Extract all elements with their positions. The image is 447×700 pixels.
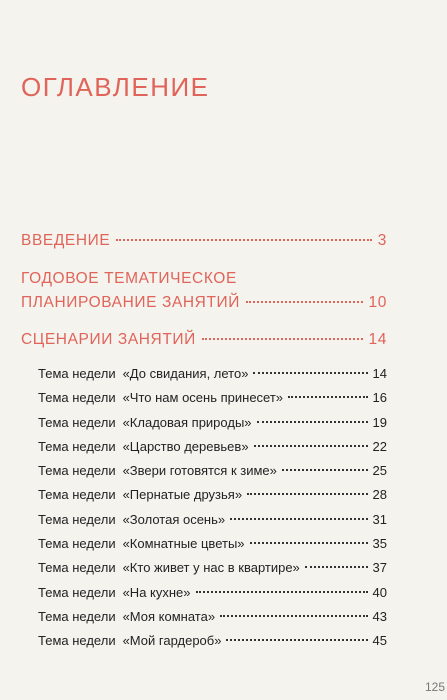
dot-leader	[257, 421, 368, 423]
toc-entry[interactable]	[38, 487, 387, 511]
toc-entry[interactable]	[38, 633, 387, 657]
dot-leader	[220, 615, 367, 617]
toc-entry[interactable]	[38, 390, 387, 414]
toc-title: ОГЛАВЛЕНИЕ	[21, 72, 210, 102]
entry-page: 35	[372, 536, 387, 552]
entry-prefix: Тема недели	[38, 584, 116, 600]
entry-page: 28	[372, 487, 387, 503]
entry-topic: «Золотая осень»	[122, 511, 226, 527]
section-label: ВВЕДЕНИЕ	[21, 232, 111, 249]
entry-topic: «Моя комната»	[122, 608, 216, 624]
entry-prefix: Тема недели	[38, 487, 116, 503]
dot-leader	[247, 493, 367, 495]
entry-prefix: Тема недели	[38, 536, 116, 552]
entry-prefix: Тема недели	[38, 633, 116, 649]
page-number: 125	[424, 680, 445, 694]
toc-entry[interactable]	[38, 366, 387, 390]
entry-topic: «Что нам осень принесет»	[122, 390, 284, 406]
entry-page: 40	[372, 584, 387, 600]
section-page: 3	[377, 232, 387, 249]
dot-leader	[305, 566, 368, 568]
entry-topic: «Царство деревьев»	[122, 438, 249, 454]
toc-entry[interactable]	[38, 512, 387, 536]
dot-leader	[253, 372, 367, 374]
toc-entry[interactable]	[38, 585, 387, 609]
entry-page: 19	[372, 414, 387, 430]
entry-topic: «Звери готовятся к зиме»	[122, 463, 277, 479]
dot-leader	[246, 301, 363, 303]
toc-section-introduction[interactable]	[21, 232, 387, 250]
entry-topic: «Кто живет у нас в квартире»	[122, 560, 300, 576]
entry-topic: «Кладовая природы»	[122, 414, 252, 430]
entry-topic: «Пернатые друзья»	[122, 487, 243, 503]
dot-leader	[254, 445, 368, 447]
toc-entry[interactable]	[38, 560, 387, 584]
entry-topic: «Мой гардероб»	[122, 633, 222, 649]
entry-prefix: Тема недели	[38, 463, 116, 479]
dot-leader	[230, 518, 367, 520]
entry-prefix: Тема недели	[38, 414, 116, 430]
entry-prefix: Тема недели	[38, 560, 116, 576]
entry-topic: «Комнатные цветы»	[122, 536, 245, 552]
entry-topic: «До свидания, лето»	[122, 366, 249, 381]
section-label-line2: ПЛАНИРОВАНИЕ ЗАНЯТИЙ	[21, 294, 241, 311]
toc-entry[interactable]	[38, 609, 387, 633]
entry-page: 45	[372, 633, 387, 649]
dot-leader	[226, 639, 367, 641]
dot-leader	[202, 338, 363, 340]
dot-leader	[282, 469, 368, 471]
entry-prefix: Тема недели	[38, 608, 116, 624]
section-label-line1: ГОДОВОЕ ТЕМАТИЧЕСКОЕ	[21, 270, 237, 287]
entry-topic: «На кухне»	[122, 584, 191, 600]
toc-entries-list	[38, 366, 387, 658]
entry-page: 14	[372, 366, 387, 381]
toc-entry[interactable]	[38, 439, 387, 463]
entry-page: 22	[372, 438, 387, 454]
entry-prefix: Тема недели	[38, 438, 116, 454]
entry-prefix: Тема недели	[38, 390, 116, 406]
entry-prefix: Тема недели	[38, 511, 116, 527]
toc-entry[interactable]	[38, 415, 387, 439]
dot-leader	[250, 542, 368, 544]
entry-page: 25	[372, 463, 387, 479]
entry-page: 31	[372, 511, 387, 527]
toc-section-planning[interactable]	[21, 270, 387, 312]
entry-prefix: Тема недели	[38, 366, 116, 381]
section-page: 14	[368, 331, 387, 348]
dot-leader	[288, 396, 368, 398]
toc-entry[interactable]	[38, 536, 387, 560]
section-label: СЦЕНАРИИ ЗАНЯТИЙ	[21, 331, 196, 348]
entry-page: 43	[372, 608, 387, 624]
dot-leader	[116, 239, 371, 241]
section-page: 10	[368, 294, 387, 311]
toc-section-scenarios[interactable]	[21, 331, 387, 349]
dot-leader	[196, 591, 368, 593]
entry-page: 37	[372, 560, 387, 576]
entry-page: 16	[372, 390, 387, 406]
toc-entry[interactable]	[38, 463, 387, 487]
